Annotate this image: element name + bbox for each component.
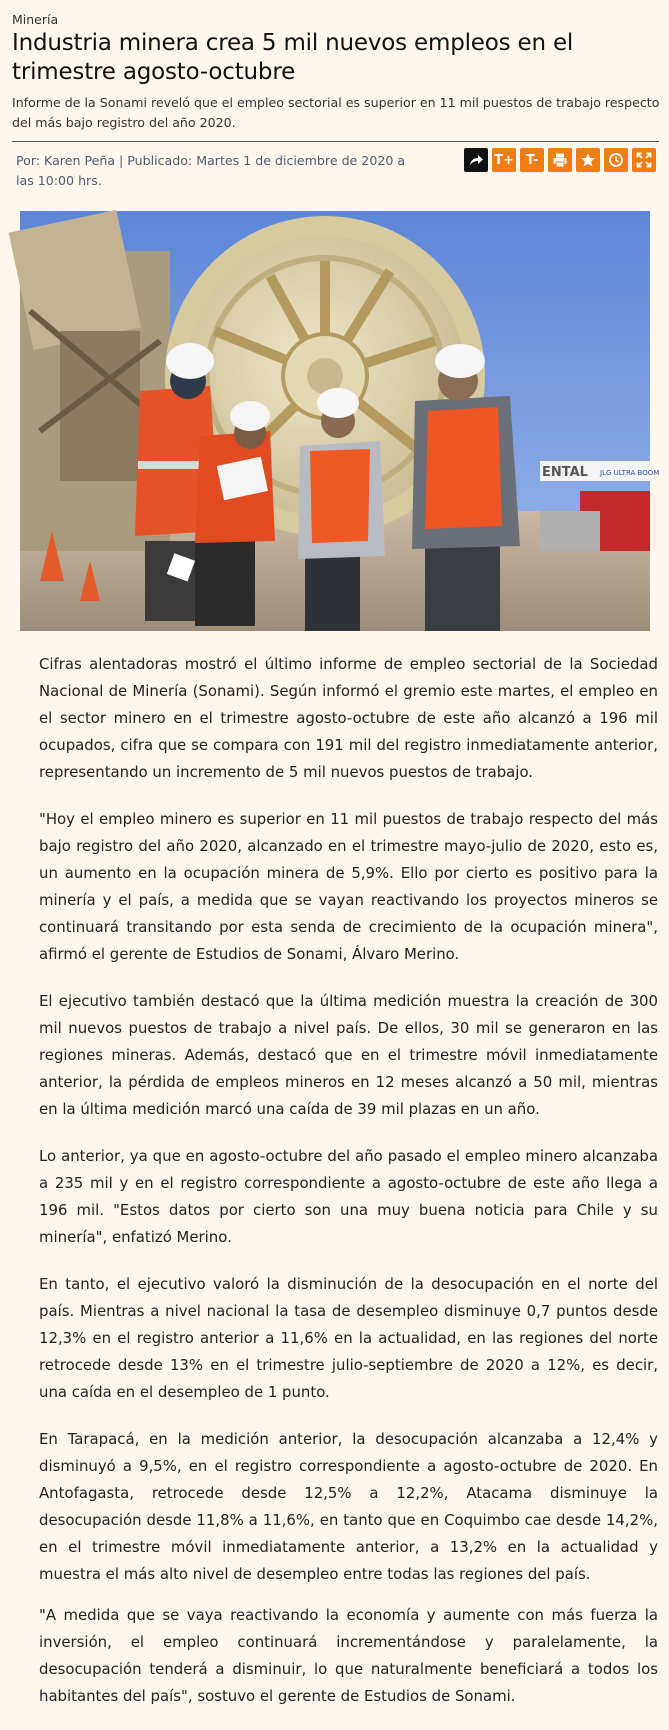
article-photo: [20, 211, 660, 631]
paragraph: En tanto, el ejecutivo valoró la disminución de la desocupación en el norte del país. Mientras a nivel nacional la tasa de desempleo disminuye 0,7 puntos desde 12,3% en el registro anterior a 11,6% en la actualidad, en las regiones del norte retrocede desde 13% en el trimestre julio-septiembre de 2020 a 12%, es decir, una caída en el desempleo de 1 punto.: [39, 1275, 658, 1401]
article-title: Industria minera crea 5 mil nuevos empleos en el trimestre agosto-octubre: [12, 30, 574, 85]
paragraph: "Hoy el empleo minero es superior en 11 mil puestos de trabajo respecto del más bajo registro del año 2020, alcanzado en el trimestre mayo-julio de 2020, esto es, un aumento en la ocupación minera de 5,9%. Ello por cierto es positivo para la minería y el país, a medida que se vayan reactivando los proyectos mineros se continuará transitando por esta senda de crecimiento de la ocupación minera", afirmó el gerente de Estudios de Sonami, Álvaro Merino.: [39, 810, 658, 963]
favorite-button[interactable]: [576, 148, 600, 172]
share-button[interactable]: [464, 148, 488, 172]
paragraph: Cifras alentadoras mostró el último informe de empleo sectorial de la Sociedad Nacional de Minería (Sonami). Según informó el gremio este martes, el empleo en el sector minero en el trimestre agosto-octubre de este año alcanzó a 196 mil ocupados, cifra que se compara con 191 mil del registro inmediatamente anterior, representando un incremento de 5 mil nuevos puestos de trabajo.: [39, 655, 658, 781]
sign-text: ENTAL: [542, 465, 588, 480]
star-icon: [580, 152, 596, 168]
share-arrow-icon: [468, 152, 484, 168]
divider: [12, 141, 659, 142]
clock-icon: [608, 152, 624, 168]
decrease-font-button[interactable]: T-: [520, 148, 544, 172]
paragraph: "A medida que se vaya reactivando la economía y aumente con más fuerza la inversión, el empleo continuará incrementándose y paralelamente, la desocupación tenderá a disminuir, lo que naturalmente beneficiará a todos los habitantes del país", sostuvo el gerente de Estudios de Sonami.: [39, 1606, 658, 1705]
mining-workers-photo: [20, 211, 660, 631]
section-label[interactable]: Minería: [12, 12, 59, 27]
article-body: [39, 651, 658, 1730]
byline: Por: Karen Peña | Publicado: Martes 1 de diciembre de 2020 a las 10:00 hrs.: [16, 153, 406, 188]
increase-font-button[interactable]: T+: [492, 148, 516, 172]
sign-text-2: JLG ULTRA BOOM: [600, 469, 660, 477]
fullscreen-button[interactable]: [632, 148, 656, 172]
printer-icon: [552, 152, 568, 168]
paragraph: En Tarapacá, en la medición anterior, la desocupación alcanzaba a 12,4% y disminuyó a 9,5%, en el registro correspondiente a agosto-octubre de 2020. En Antofagasta, retrocede desde 12,5% a 12,2%, Atacama disminuye la desocupación desde 11,8% a 11,6%, en tanto que en Coquimbo cae desde 14,2%, en el trimestre móvil inmediatamente anterior, a 13,2% en la actualidad y muestra el más alto nivel de desempleo entre todas las regiones del país.: [39, 1430, 658, 1583]
expand-icon: [636, 152, 652, 168]
article-toolbar: [464, 148, 656, 172]
article-summary: Informe de la Sonami reveló que el empleo sectorial es superior en 11 mil puestos de trabajo respecto del más bajo registro del año 2020.: [12, 95, 660, 130]
print-button[interactable]: [548, 148, 572, 172]
history-button[interactable]: [604, 148, 628, 172]
paragraph: Lo anterior, ya que en agosto-octubre del año pasado el empleo minero alcanzaba a 235 mil y en el registro correspondiente a agosto-octubre de este año llega a 196 mil. "Estos datos por cierto son una muy buena noticia para Chile y su minería", enfatizó Merino.: [39, 1147, 658, 1246]
paragraph: El ejecutivo también destacó que la última medición muestra la creación de 300 mil nuevos puestos de trabajo a nivel país. De ellos, 30 mil se generaron en las regiones mineras. Además, destacó que en el trimestre móvil inmediatamente anterior, la pérdida de empleos mineros en 12 meses alcanzó a 50 mil, mientras en la última medición marcó una caída de 39 mil plazas en un año.: [39, 992, 658, 1118]
